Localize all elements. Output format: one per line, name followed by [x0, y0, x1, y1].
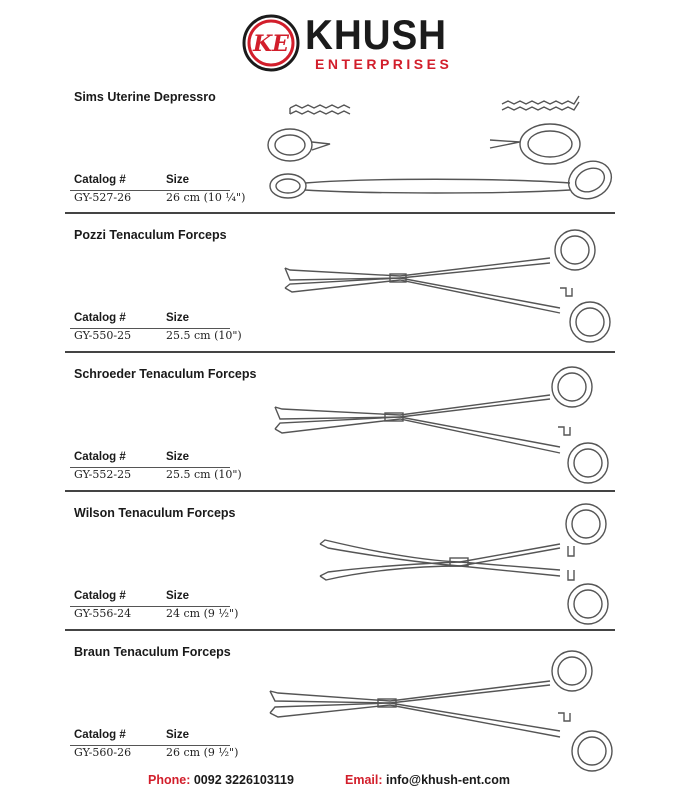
- email-contact[interactable]: [345, 773, 510, 787]
- size-header: Size: [166, 590, 190, 602]
- product-title: Schroeder Tenaculum Forceps: [74, 367, 257, 381]
- section-divider: [65, 351, 615, 353]
- ke-logo-icon: [242, 14, 300, 72]
- size-value: 24 cm (9 ½"): [166, 607, 239, 620]
- size-value: 25.5 cm (10"): [166, 329, 242, 342]
- size-header: Size: [166, 451, 190, 463]
- product-title: Wilson Tenaculum Forceps: [74, 506, 236, 520]
- section-divider: [65, 490, 615, 492]
- phone-number: 0092 3226103119: [193, 773, 294, 787]
- product-title: Pozzi Tenaculum Forceps: [74, 228, 227, 242]
- phone-contact[interactable]: [148, 773, 294, 787]
- product-section: [0, 357, 689, 497]
- schroeder-forceps-illustration: [250, 357, 630, 497]
- catalog-number: GY-556-24: [74, 607, 132, 620]
- catalog-number: GY-550-25: [74, 329, 132, 342]
- section-divider: [65, 212, 615, 214]
- catalog-header: Catalog #: [74, 729, 126, 741]
- brand-name: KHUSH: [305, 11, 447, 58]
- catalog-header: Catalog #: [74, 451, 126, 463]
- size-header: Size: [166, 729, 190, 741]
- pozzi-forceps-illustration: [250, 218, 630, 358]
- section-divider: [65, 629, 615, 631]
- email-label: Email:: [345, 773, 383, 787]
- size-value: 26 cm (9 ½"): [166, 746, 239, 759]
- product-title: Sims Uterine Depressro: [74, 90, 216, 104]
- catalog-number: GY-560-26: [74, 746, 132, 759]
- email-address: info@khush-ent.com: [386, 773, 510, 787]
- size-value: 25.5 cm (10"): [166, 468, 242, 481]
- size-header: Size: [166, 312, 190, 324]
- logo-letters: KE: [253, 31, 289, 57]
- wilson-forceps-illustration: [250, 496, 630, 636]
- product-section: [0, 218, 689, 358]
- catalog-header: Catalog #: [74, 590, 126, 602]
- brand-subtitle: ENTERPRISES: [315, 56, 453, 72]
- product-section: [0, 635, 689, 775]
- product-section: [0, 496, 689, 636]
- catalog-header: Catalog #: [74, 312, 126, 324]
- sims-depressor-illustration: [250, 80, 630, 220]
- catalog-number: GY-527-26: [74, 191, 132, 204]
- catalog-header: Catalog #: [74, 174, 126, 186]
- header: [0, 0, 689, 80]
- catalog-number: GY-552-25: [74, 468, 132, 481]
- size-value: 26 cm (10 ¼"): [166, 191, 246, 204]
- size-header: Size: [166, 174, 190, 186]
- phone-label: Phone:: [148, 773, 191, 787]
- product-title: Braun Tenaculum Forceps: [74, 645, 231, 659]
- footer: [0, 773, 689, 793]
- braun-forceps-illustration: [250, 635, 630, 775]
- product-section: [0, 80, 689, 220]
